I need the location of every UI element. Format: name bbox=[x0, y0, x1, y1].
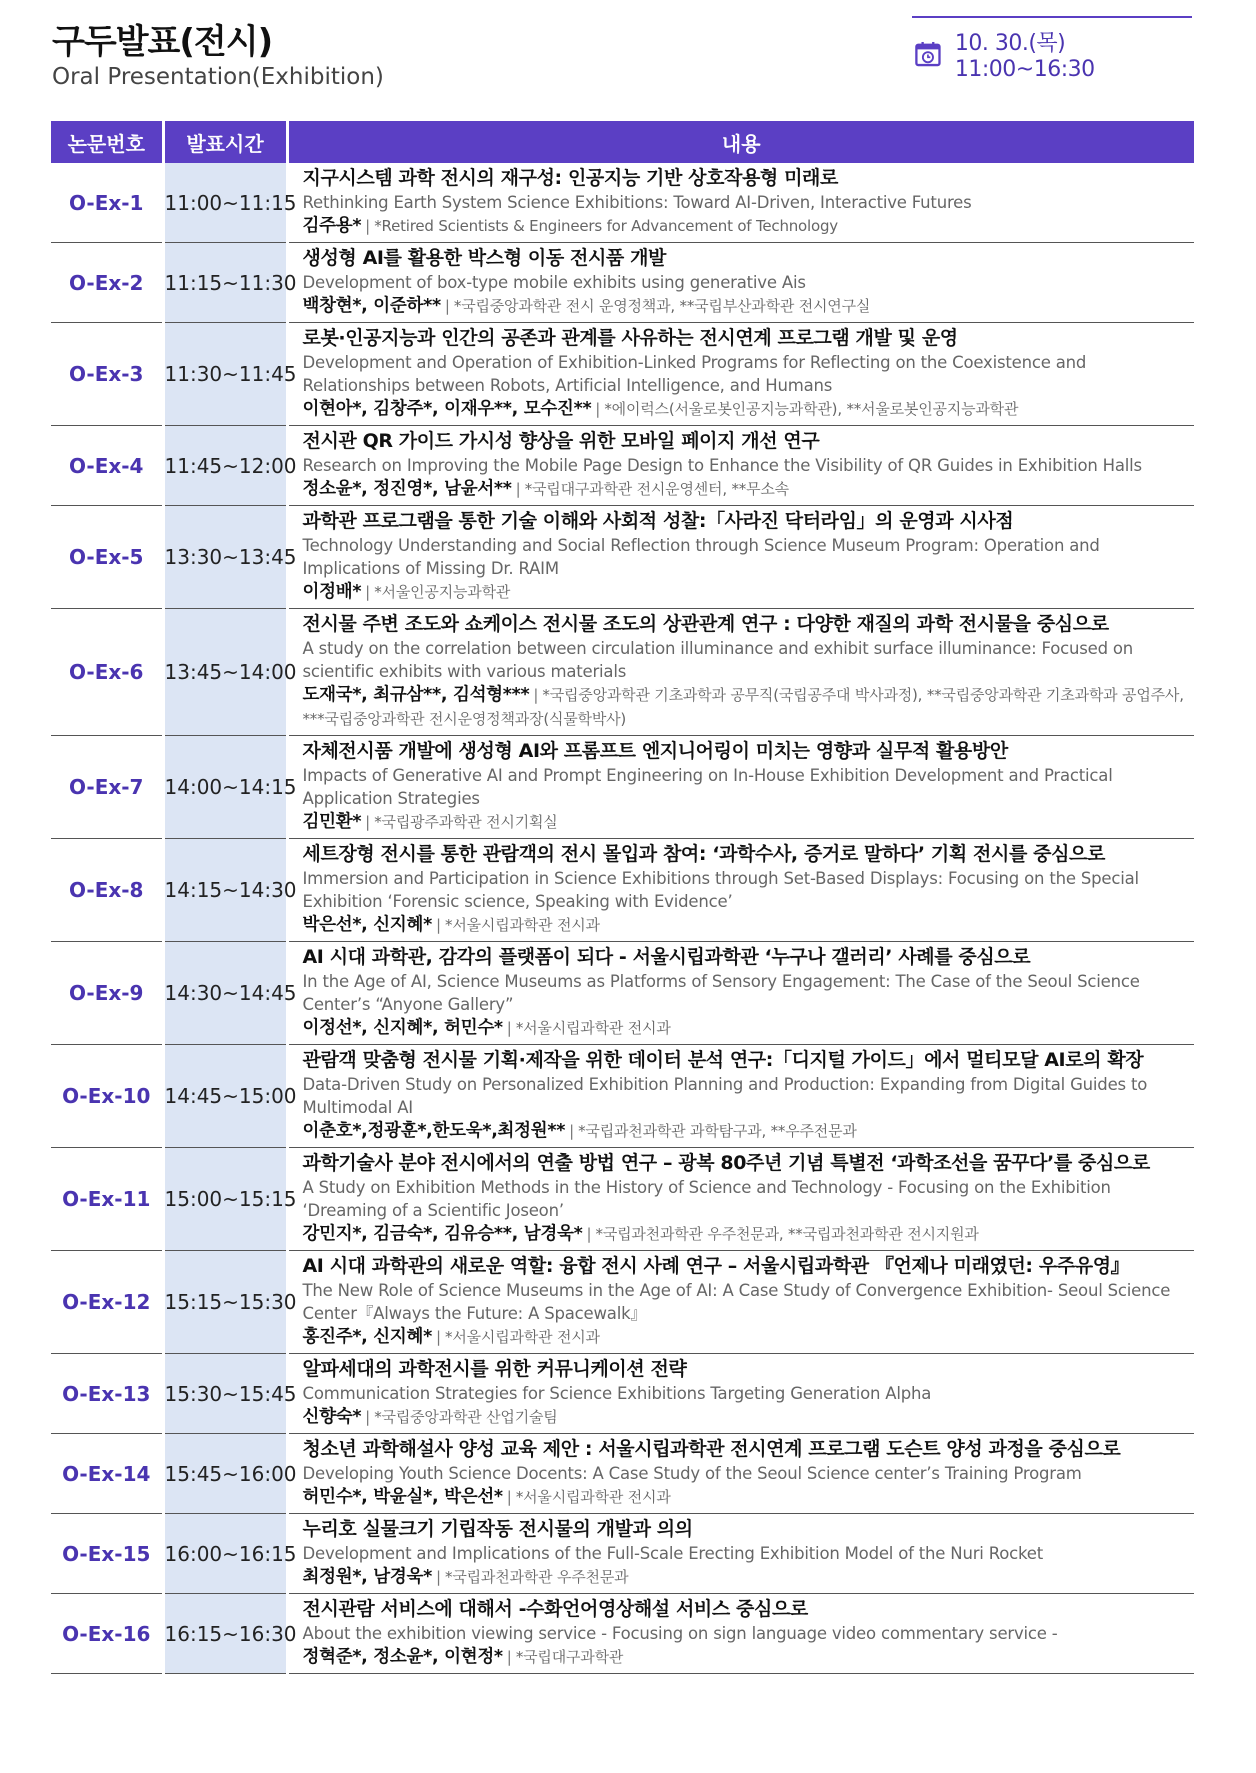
author-line bbox=[303, 580, 1187, 604]
authors: 김민환* bbox=[302, 812, 362, 832]
table-row bbox=[51, 942, 1194, 1045]
paper-number: O-Ex-11 bbox=[51, 1148, 163, 1251]
presentation-time: 15:30~15:45 bbox=[163, 1354, 287, 1434]
title-korean: 생성형 AI를 활용한 박스형 이동 전시품 개발 bbox=[302, 247, 666, 269]
authors: 이춘호*,정광훈*,한도욱*,최정원** bbox=[302, 1121, 566, 1141]
title-korean: 청소년 과학해설사 양성 교육 제안 : 서울시립과학관 전시연계 프로그램 도슨트 양성 과정을 중심으로 bbox=[302, 1438, 1121, 1460]
presentation-table bbox=[51, 121, 1194, 1674]
authors: 이정배* bbox=[302, 582, 362, 602]
separator: | bbox=[444, 297, 450, 315]
table-header-row bbox=[51, 121, 1194, 163]
author-line bbox=[303, 1016, 1187, 1040]
title-english: Development and Operation of Exhibition-Linked Programs for Reflecting on the Coexistence and Relationships between Robots, Artificial Intelligence, and Humans bbox=[302, 353, 1087, 395]
authors: 허민수*, 박윤실*, 박은선* bbox=[302, 1487, 503, 1507]
presentation-content bbox=[287, 426, 1194, 506]
affiliation: *에이럭스(서울로봇인공지능과학관), **서울로봇인공지능과학관 bbox=[604, 400, 1019, 418]
title-english: In the Age of AI, Science Museums as Platforms of Sensory Engagement: The Case of the Seoul Science Center’s “Anyone Gallery” bbox=[302, 972, 1140, 1014]
presentation-time: 11:00~11:15 bbox=[163, 163, 287, 243]
table-row bbox=[51, 506, 1194, 609]
presentation-time: 14:45~15:00 bbox=[163, 1045, 287, 1148]
title-korean: AI 시대 과학관의 새로운 역할: 융합 전시 사례 연구 – 서울시립과학관 『언제나 미래였던: 우주유영』 bbox=[302, 1255, 1130, 1277]
separator: | bbox=[435, 916, 442, 934]
presentation-time: 14:30~14:45 bbox=[163, 942, 287, 1045]
presentation-time: 13:45~14:00 bbox=[163, 609, 287, 736]
table-row bbox=[51, 1251, 1194, 1354]
title-english: About the exhibition viewing service - Focusing on sign language video commentary service - bbox=[302, 1624, 1058, 1643]
presentation-content bbox=[287, 942, 1194, 1045]
title-english: Development of box-type mobile exhibits using generative Ais bbox=[302, 273, 806, 292]
table-row bbox=[51, 1354, 1194, 1434]
presentation-content bbox=[287, 506, 1194, 609]
author-line bbox=[303, 1325, 1187, 1349]
presentation-content bbox=[287, 1251, 1194, 1354]
authors: 박은선*, 신지혜* bbox=[302, 915, 432, 935]
title-korean: 알파세대의 과학전시를 위한 커뮤니케이션 전략 bbox=[302, 1358, 687, 1380]
title-english: Impacts of Generative AI and Prompt Engineering on In-House Exhibition Development and Practical Application Strategies bbox=[302, 766, 1113, 808]
table-row bbox=[51, 243, 1194, 323]
paper-number: O-Ex-6 bbox=[51, 609, 163, 736]
authors: 홍진주*, 신지혜* bbox=[302, 1327, 432, 1347]
authors: 정혁준*, 정소윤*, 이현정* bbox=[302, 1647, 503, 1667]
table-row bbox=[51, 1148, 1194, 1251]
presentation-content bbox=[287, 1594, 1194, 1674]
separator: | bbox=[365, 583, 371, 601]
affiliation: *국립광주과학관 전시기획실 bbox=[374, 813, 558, 831]
title-korean: 전시물 주변 조도와 쇼케이스 전시물 조도의 상관관계 연구 : 다양한 재질의 과학 전시물을 중심으로 bbox=[302, 613, 1109, 635]
presentation-time: 15:45~16:00 bbox=[163, 1434, 287, 1514]
table-row bbox=[51, 426, 1194, 506]
presentation-content bbox=[287, 243, 1194, 323]
table-row bbox=[51, 1514, 1194, 1594]
title-english: A study on the correlation between circulation illuminance and exhibit surface illuminance: Focused on scientific exhibits with various materials bbox=[302, 639, 1134, 681]
title-korean: 누리호 실물크기 기립작동 전시물의 개발과 의의 bbox=[302, 1518, 693, 1540]
paper-number: O-Ex-16 bbox=[51, 1594, 163, 1674]
affiliation: *국립과천과학관 우주천문과 bbox=[445, 1568, 629, 1586]
presentation-content bbox=[287, 1514, 1194, 1594]
author-line bbox=[303, 1222, 1187, 1246]
separator: | bbox=[435, 1568, 442, 1586]
affiliation: *국립대구과학관 bbox=[515, 1648, 624, 1666]
author-line bbox=[303, 477, 1187, 501]
table-row bbox=[51, 1434, 1194, 1514]
presentation-content bbox=[287, 163, 1194, 243]
title-korean: AI 시대 과학관, 감각의 플랫폼이 되다 - 서울시립과학관 ‘누구나 갤러리’ 사례를 중심으로 bbox=[302, 946, 1031, 968]
presentation-content bbox=[287, 1434, 1194, 1514]
presentation-content bbox=[287, 323, 1194, 426]
paper-number: O-Ex-14 bbox=[51, 1434, 163, 1514]
paper-number: O-Ex-3 bbox=[51, 323, 163, 426]
separator: | bbox=[435, 1328, 442, 1346]
author-line bbox=[303, 683, 1187, 731]
title-korean: 과학기술사 분야 전시에서의 연출 방법 연구 – 광복 80주년 기념 특별전 ‘과학조선을 꿈꾸다’를 중심으로 bbox=[302, 1152, 1150, 1174]
table-row bbox=[51, 839, 1194, 942]
presentation-time: 11:15~11:30 bbox=[163, 243, 287, 323]
affiliation: *서울인공지능과학관 bbox=[374, 583, 511, 601]
authors: 이현아*, 김창주*, 이재우**, 모수진** bbox=[302, 399, 592, 419]
title-english: A Study on Exhibition Methods in the History of Science and Technology - Focusing on the Exhibition ‘Dreaming of a Scientific Joseon’ bbox=[302, 1178, 1111, 1220]
paper-number: O-Ex-7 bbox=[51, 736, 163, 839]
title-english: The New Role of Science Museums in the Age of AI: A Case Study of Convergence Exhibition- Seoul Science Center『Always the Future: A Spacewalk』 bbox=[302, 1281, 1171, 1323]
title-korean: 로봇·인공지능과 인간의 공존과 관계를 사유하는 전시연계 프로그램 개발 및 운영 bbox=[302, 327, 958, 349]
authors: 김주용* bbox=[302, 216, 362, 236]
paper-number: O-Ex-1 bbox=[51, 163, 163, 243]
title-korean: 자체전시품 개발에 생성형 AI와 프롬프트 엔지니어링이 미치는 영향과 실무적 활용방안 bbox=[302, 740, 1008, 762]
table-row bbox=[51, 1594, 1194, 1674]
table-row bbox=[51, 163, 1194, 243]
title-english: Development and Implications of the Full-Scale Erecting Exhibition Model of the Nuri Rocket bbox=[302, 1544, 1043, 1563]
authors: 최정원*, 남경욱* bbox=[302, 1567, 432, 1587]
affiliation: *국립과천과학관 우주천문과, **국립과천과학관 전시지원과 bbox=[595, 1225, 979, 1243]
paper-number: O-Ex-8 bbox=[51, 839, 163, 942]
affiliation: *서울시립과학관 전시과 bbox=[515, 1488, 671, 1506]
separator: | bbox=[365, 1408, 371, 1426]
separator: | bbox=[365, 813, 371, 831]
title-korean: 세트장형 전시를 통한 관람객의 전시 몰입과 참여: ‘과학수사, 증거로 말하다’ 기획 전시를 중심으로 bbox=[302, 843, 1105, 865]
column-header-content: 내용 bbox=[287, 121, 1194, 163]
author-line bbox=[303, 1405, 1187, 1429]
authors: 신향숙* bbox=[302, 1407, 362, 1427]
paper-number: O-Ex-13 bbox=[51, 1354, 163, 1434]
author-line bbox=[303, 214, 1187, 238]
paper-number: O-Ex-5 bbox=[51, 506, 163, 609]
title-english: Technology Understanding and Social Reflection through Science Museum Program: Operation and Implications of Missing Dr. RAIM bbox=[302, 536, 1100, 578]
authors: 강민지*, 김금숙*, 김유승**, 남경욱* bbox=[302, 1224, 583, 1244]
author-line bbox=[303, 1565, 1187, 1589]
presentation-content bbox=[287, 839, 1194, 942]
affiliation: *Retired Scientists & Engineers for Advancement of Technology bbox=[374, 217, 838, 235]
title-korean: 전시관람 서비스에 대해서 -수화언어영상해설 서비스 중심으로 bbox=[302, 1598, 808, 1620]
author-line bbox=[303, 913, 1187, 937]
table-row bbox=[51, 1045, 1194, 1148]
title-korean: 전시관 QR 가이드 가시성 향상을 위한 모바일 페이지 개선 연구 bbox=[302, 430, 820, 452]
separator: | bbox=[533, 686, 539, 704]
presentation-time: 11:30~11:45 bbox=[163, 323, 287, 426]
paper-number: O-Ex-10 bbox=[51, 1045, 163, 1148]
separator: | bbox=[506, 1648, 512, 1666]
presentation-time: 16:15~16:30 bbox=[163, 1594, 287, 1674]
presentation-time: 15:00~15:15 bbox=[163, 1148, 287, 1251]
title-english: Immersion and Participation in Science Exhibitions through Set-Based Displays: Focusing on the Special Exhibition ‘Forensic science, Speaking with Evidence’ bbox=[302, 869, 1139, 911]
paper-number: O-Ex-4 bbox=[51, 426, 163, 506]
calendar-clock-icon bbox=[915, 40, 941, 68]
author-line bbox=[303, 1645, 1187, 1669]
separator: | bbox=[515, 480, 521, 498]
author-line bbox=[303, 1485, 1187, 1509]
separator: | bbox=[365, 217, 371, 235]
session-datetime-text: 10. 30.(목) 11:00~16:30 bbox=[954, 31, 1095, 82]
presentation-time: 15:15~15:30 bbox=[163, 1251, 287, 1354]
affiliation: *국립중앙과학관 기초과학과 공무직(국립공주대 박사과정), **국립중앙과학관 기초과학과 공업주사, ***국립중앙과학관 전시운영정책과장(식물학박사) bbox=[302, 686, 1184, 728]
affiliation: *국립중앙과학관 전시 운영정책과, **국립부산과학관 전시연구실 bbox=[453, 297, 871, 315]
presentation-time: 14:00~14:15 bbox=[163, 736, 287, 839]
presentation-content bbox=[287, 1354, 1194, 1434]
affiliation: *국립중앙과학관 산업기술팀 bbox=[374, 1408, 558, 1426]
title-english: Data-Driven Study on Personalized Exhibition Planning and Production: Expanding from Digital Guides to Multimodal AI bbox=[302, 1075, 1148, 1117]
page-subtitle: Oral Presentation(Exhibition) bbox=[52, 64, 384, 90]
table-row bbox=[51, 609, 1194, 736]
title-english: Research on Improving the Mobile Page Design to Enhance the Visibility of QR Guides in Exhibition Halls bbox=[302, 456, 1142, 475]
separator: | bbox=[586, 1225, 592, 1243]
author-line bbox=[303, 294, 1187, 318]
paper-number: O-Ex-2 bbox=[51, 243, 163, 323]
title-korean: 지구시스템 과학 전시의 재구성: 인공지능 기반 상호작용형 미래로 bbox=[302, 167, 838, 189]
presentation-content bbox=[287, 609, 1194, 736]
authors: 도재국*, 최규삼**, 김석형*** bbox=[302, 685, 530, 705]
presentation-content bbox=[287, 736, 1194, 839]
presentation-content bbox=[287, 1045, 1194, 1148]
authors: 정소윤*, 정진영*, 남윤서** bbox=[302, 479, 512, 499]
presentation-content bbox=[287, 1148, 1194, 1251]
paper-number: O-Ex-15 bbox=[51, 1514, 163, 1594]
title-english: Communication Strategies for Science Exhibitions Targeting Generation Alpha bbox=[302, 1384, 932, 1403]
session-datetime bbox=[912, 16, 1192, 82]
authors: 이정선*, 신지혜*, 허민수* bbox=[302, 1018, 503, 1038]
separator: | bbox=[569, 1122, 575, 1140]
separator: | bbox=[595, 400, 601, 418]
page-title: 구두발표(전시) bbox=[52, 22, 273, 62]
author-line bbox=[303, 810, 1187, 834]
title-korean: 과학관 프로그램을 통한 기술 이해와 사회적 성찰:「사라진 닥터라임」의 운영과 시사점 bbox=[302, 510, 1014, 532]
table-row bbox=[51, 323, 1194, 426]
affiliation: *서울시립과학관 전시과 bbox=[445, 916, 600, 934]
column-header-paper-no: 논문번호 bbox=[51, 121, 163, 163]
presentation-time: 13:30~13:45 bbox=[163, 506, 287, 609]
author-line bbox=[303, 1119, 1187, 1143]
paper-number: O-Ex-12 bbox=[51, 1251, 163, 1354]
paper-number: O-Ex-9 bbox=[51, 942, 163, 1045]
column-header-time: 발표시간 bbox=[163, 121, 287, 163]
title-english: Developing Youth Science Docents: A Case Study of the Seoul Science center’s Training Program bbox=[302, 1464, 1082, 1483]
table-row bbox=[51, 736, 1194, 839]
presentation-time: 16:00~16:15 bbox=[163, 1514, 287, 1594]
title-korean: 관람객 맞춤형 전시물 기획·제작을 위한 데이터 분석 연구:「디지털 가이드」에서 멀티모달 AI로의 확장 bbox=[302, 1049, 1144, 1071]
affiliation: *국립대구과학관 전시운영센터, **무소속 bbox=[524, 480, 789, 498]
separator: | bbox=[506, 1488, 512, 1506]
affiliation: *국립과천과학관 과학탐구과, **우주전문과 bbox=[578, 1122, 857, 1140]
title-english: Rethinking Earth System Science Exhibitions: Toward AI-Driven, Interactive Futures bbox=[302, 193, 972, 212]
presentation-time: 14:15~14:30 bbox=[163, 839, 287, 942]
author-line bbox=[303, 397, 1187, 421]
affiliation: *서울시립과학관 전시과 bbox=[515, 1019, 671, 1037]
separator: | bbox=[506, 1019, 512, 1037]
authors: 백창현*, 이준하** bbox=[302, 296, 441, 316]
affiliation: *서울시립과학관 전시과 bbox=[445, 1328, 600, 1346]
presentation-time: 11:45~12:00 bbox=[163, 426, 287, 506]
